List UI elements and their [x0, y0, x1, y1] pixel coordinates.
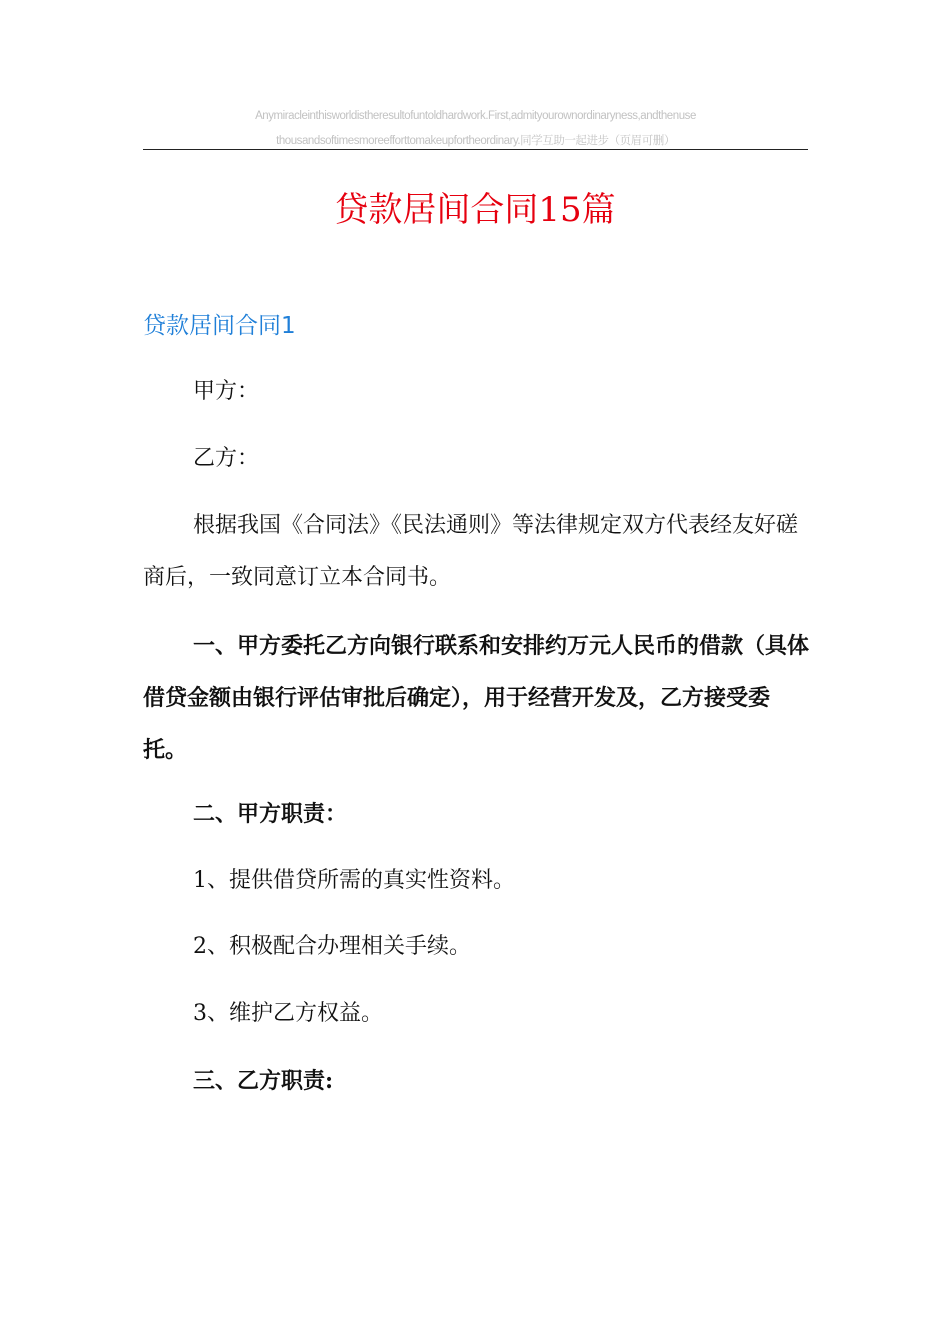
clause-2-heading: 二、甲方职责： [193, 801, 348, 827]
header-line-2: thousandsoftimesmoreefforttomakeupfortheordinary.同学互助一起进步（页眉可删） [276, 135, 675, 147]
page-header [143, 104, 808, 154]
clause-3-heading: 三、乙方职责: [193, 1068, 334, 1094]
header-line-1: Anymiracleinthisworldistheresultofuntoldhardwork.First,admityourownordinaryness,andthenuse [255, 110, 696, 122]
header-divider [143, 149, 808, 150]
duty-item-3: 3、维护乙方权益。 [193, 1001, 383, 1026]
party-a-line: 甲方： [193, 379, 260, 404]
party-b-line: 乙方： [193, 446, 260, 471]
duty-item-2: 2、积极配合办理相关手续。 [193, 934, 471, 959]
document-title: 贷款居间合同15篇 [334, 190, 616, 230]
section-title: 贷款居间合同1 [143, 313, 296, 339]
intro-paragraph: 根据我国《合同法》《民法通则》等法律规定双方代表经友好磋商后，一致同意订立本合同书。 [143, 513, 799, 590]
clause-1-paragraph: 一、甲方委托乙方向银行联系和安排约万元人民币的借款（具体借贷金额由银行评估审批后确定），用于经营开发及，乙方接受委托。 [143, 633, 810, 763]
duty-item-1: 1、提供借贷所需的真实性资料。 [193, 868, 515, 893]
